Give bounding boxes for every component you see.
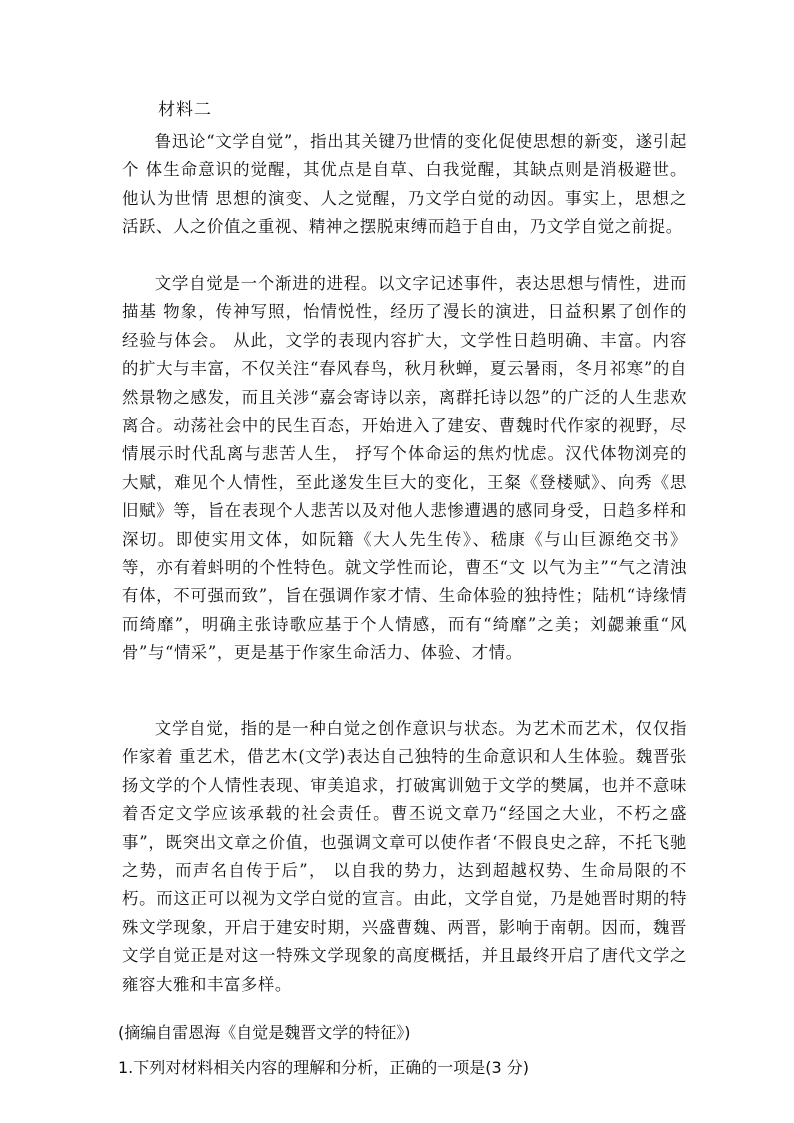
paragraph-2: 文学自觉是一个渐进的进程。以文字记述事件，表达思想与情性，进而描基 物象，传神写照，怡情悦性，经历了漫长的演进，日益积累了创作的经验与体会。 从此，文学的表现内容扩大，文学性日趋明确、丰富。内容的扩大与丰富，不仅关注“春风春鸟，秋月秋蝉，夏云暑雨，冬月祁寒”的自然景物之感发，而且关涉“嘉会寄诗以亲，离群托诗以怨”的广泛的人生悲欢离合。动荡社会中的民生百态，开始进入了建安、曹魏时代作家的视野，尽情展示时代乱离与悲苦人生， 抒写个体命运的焦灼忧虑。汉代体物浏亮的大赋，难见个人情性，至此遂发生巨大的变化，王粲《登楼赋》、向秀《思旧赋》等，旨在表现个人悲苦以及对他人悲惨遭遇的感同身受，日趋多样和深切。即使实用文体，如阮籍《大人先生传》、嵇康《与山巨源绝交书》等，亦有着蚪明的个性特色。就文学性而论，曹丕“文 以气为主”“气之清浊有体，不可强而致”，旨在强调作家才情、生命体验的独持性；陆机“诗缘情而绮靡”，明确主张诗歌应基于个人情感，而有“绮靡”之美；刘勰兼重“风骨”与“情采”，更是基于作家生命活力、体验、才情。 [122, 274, 687, 663]
source-citation: (摘编自雷恩海《自觉是魏晋文学的特征》) [118, 1023, 411, 1042]
paragraph-3: 文学自觉，指的是一种白觉之创作意识与状态。为艺术而艺术，仅仅指作家着 重艺术，借艺木(文学)表达自己独特的生命意识和人生体验。魏晋张扬文学的个人情性表现、审美追求，打破寓训勉于文学的樊属，也并不意味着否定文学应该承载的社会责任。曹丕说文章乃“经国之大业，不朽之盛事”，既突出文章之价值，也强调文章可以使作者‘不假良史之辞，不托飞驰之势，而声名自传于后”， 以自我的势力，达到超越权势、生命局限的不朽。而这正可以视为文学白觉的宣言。由此，文学自觉，乃是她晋时期的特殊文学现象，开启于建安时期，兴盛曹魏、两晋，影响于南朝。因而，魏晋文学自觉正是对这一特殊文学现象的高度概括，并且最终开启了唐代文学之雍容大雅和丰富多样。 [122, 719, 687, 994]
paragraph-1: 鲁迅论“文学自觉”，指出其关键乃世情的变化促使思想的新变，遂引起个 体生命意识的觉醒，其优点是自草、白我觉醒，其缺点则是消极避世。他认为世情 思想的演变、人之觉醒，乃文学白觉的动因。事实上，思想之活跃、人之价值之重视、精神之摆脱束缚而趋于自由，乃文学自觉之前捉。 [122, 132, 687, 237]
section-heading: 材料二 [158, 100, 212, 120]
question-1: 1.下列对材料相关内容的理解和分析，正确的一项是(3 分) [118, 1058, 530, 1077]
